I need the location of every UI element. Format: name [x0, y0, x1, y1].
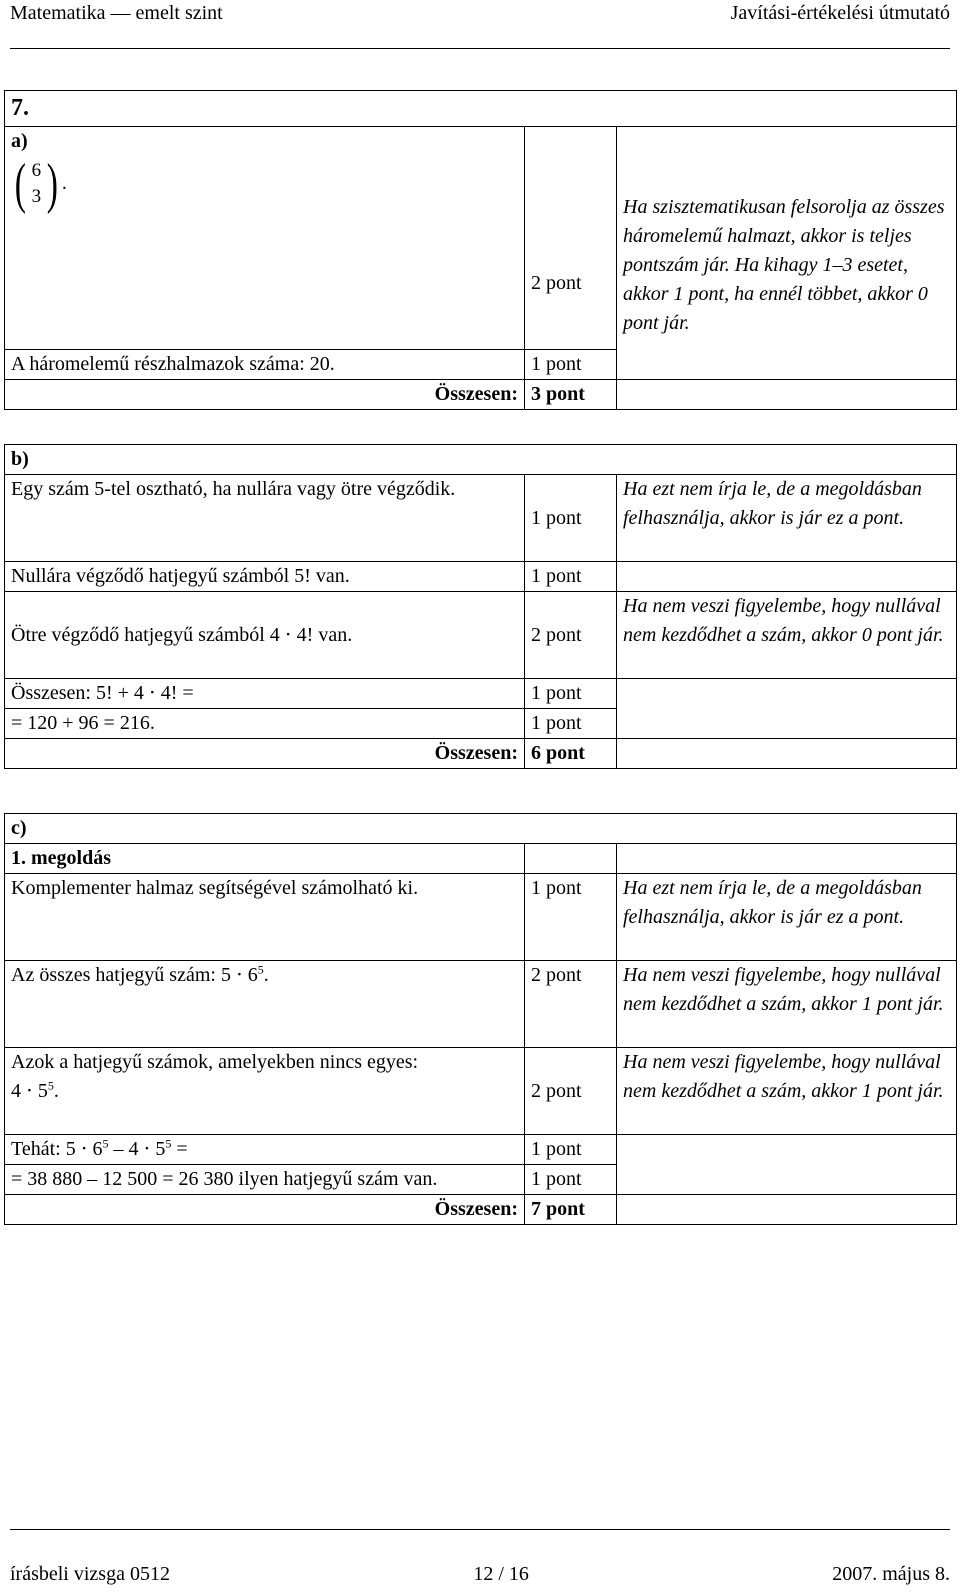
a-empty: [617, 379, 957, 409]
a-label: a): [11, 129, 28, 152]
b-line-4: Összesen: 5! + 4 ⋅ 4! =: [5, 679, 525, 709]
footer-page-number: 12 / 16: [473, 1563, 529, 1585]
c-method-empty: [525, 844, 617, 874]
footer-exam-code: írásbeli vizsga 0512: [10, 1563, 170, 1585]
c-points-3: 2 pont: [525, 1048, 617, 1135]
binomial-coefficient: ( 6 3 ) .: [14, 152, 67, 215]
a-subsets-line: A háromelemű részhalmazok száma: 20.: [5, 349, 525, 379]
header-doc-title: Javítási-értékelési útmutató: [730, 2, 950, 24]
c-line-4: Tehát: $5 \cdot 6^5 - 4 \cdot 5^5$ =: [5, 1135, 525, 1165]
page-header: [10, 0, 950, 28]
c-empty-4: [617, 1135, 957, 1195]
b-note-1: Ha ezt nem írja le, de a megoldásban felhasználja, akkor is jár ez a pont.: [617, 475, 957, 562]
task-b-table: [4, 444, 957, 769]
c-line-5: = 38 880 – 12 500 = 26 380 ilyen hatjegyű szám van.: [5, 1165, 525, 1195]
c-total-label: Összesen:: [5, 1195, 525, 1225]
b-points-5: 1 pont: [525, 709, 617, 739]
c-method-empty-2: [617, 844, 957, 874]
c-line-2: Az összes hatjegyű szám: $5 \cdot 6^5$.: [5, 961, 525, 1048]
b-points-4: 1 pont: [525, 679, 617, 709]
task-a-table: [4, 90, 957, 410]
c-note-3: Ha nem veszi figyelembe, hogy nullával nem kezdődhet a szám, akkor 1 pont jár.: [617, 1048, 957, 1135]
b-total-points: 6 pont: [525, 739, 617, 769]
a-points-2: 1 pont: [525, 349, 617, 379]
b-empty-4: [617, 679, 957, 739]
c-note-2: Ha nem veszi figyelembe, hogy nullával nem kezdődhet a szám, akkor 1 pont jár.: [617, 961, 957, 1048]
task-number: 7.: [5, 91, 957, 127]
b-points-1: 1 pont: [525, 475, 617, 562]
footer-rule: [10, 1529, 950, 1530]
a-total-points: 3 pont: [525, 379, 617, 409]
c-line-3: Azok a hatjegyű számok, amelyekben nincs egyes: $4 \cdot 5^5$.: [5, 1048, 525, 1135]
c-points-5: 1 pont: [525, 1165, 617, 1195]
c-points-4: 1 pont: [525, 1135, 617, 1165]
b-empty-2: [617, 562, 957, 592]
b-empty-total: [617, 739, 957, 769]
c-note-1: Ha ezt nem írja le, de a megoldásban felhasználja, akkor is jár ez a pont.: [617, 874, 957, 961]
b-line-2: Nullára végződő hatjegyű számból 5! van.: [5, 562, 525, 592]
b-line-1: Egy szám 5-tel osztható, ha nullára vagy ötre végződik.: [5, 475, 525, 562]
a-points-1: 2 pont: [525, 126, 617, 349]
a-total-label: Összesen:: [5, 379, 525, 409]
a-note: Ha szisztematikusan felsorolja az összes háromelemű halmazt, akkor is teljes pontszám jár. Ha kihagy 1–3 esetet, akkor 1 pont, ha ennél többet, akkor 0 pont jár.: [617, 126, 957, 379]
header-subject: Matematika — emelt szint: [10, 2, 223, 24]
c-points-2: 2 pont: [525, 961, 617, 1048]
c-points-1: 1 pont: [525, 874, 617, 961]
c-total-points: 7 pont: [525, 1195, 617, 1225]
c-empty-total: [617, 1195, 957, 1225]
c-line-1: Komplementer halmaz segítségével számolható ki.: [5, 874, 525, 961]
b-line-5: = 120 + 96 = 216.: [5, 709, 525, 739]
b-points-3: 2 pont: [525, 592, 617, 679]
footer-date: 2007. május 8.: [832, 1563, 950, 1585]
b-label: b): [5, 445, 957, 475]
header-rule: [10, 48, 950, 49]
c-method-title: 1. megoldás: [5, 844, 525, 874]
page-footer: [10, 1560, 950, 1589]
task-c-table: [4, 813, 957, 1225]
b-note-3: Ha nem veszi figyelembe, hogy nullával nem kezdődhet a szám, akkor 0 pont jár.: [617, 592, 957, 679]
b-points-2: 1 pont: [525, 562, 617, 592]
a-binomial-cell: [5, 126, 525, 349]
b-total-label: Összesen:: [5, 739, 525, 769]
c-label: c): [5, 814, 957, 844]
b-line-3: Ötre végződő hatjegyű számból 4 ⋅ 4! van.: [5, 592, 525, 679]
